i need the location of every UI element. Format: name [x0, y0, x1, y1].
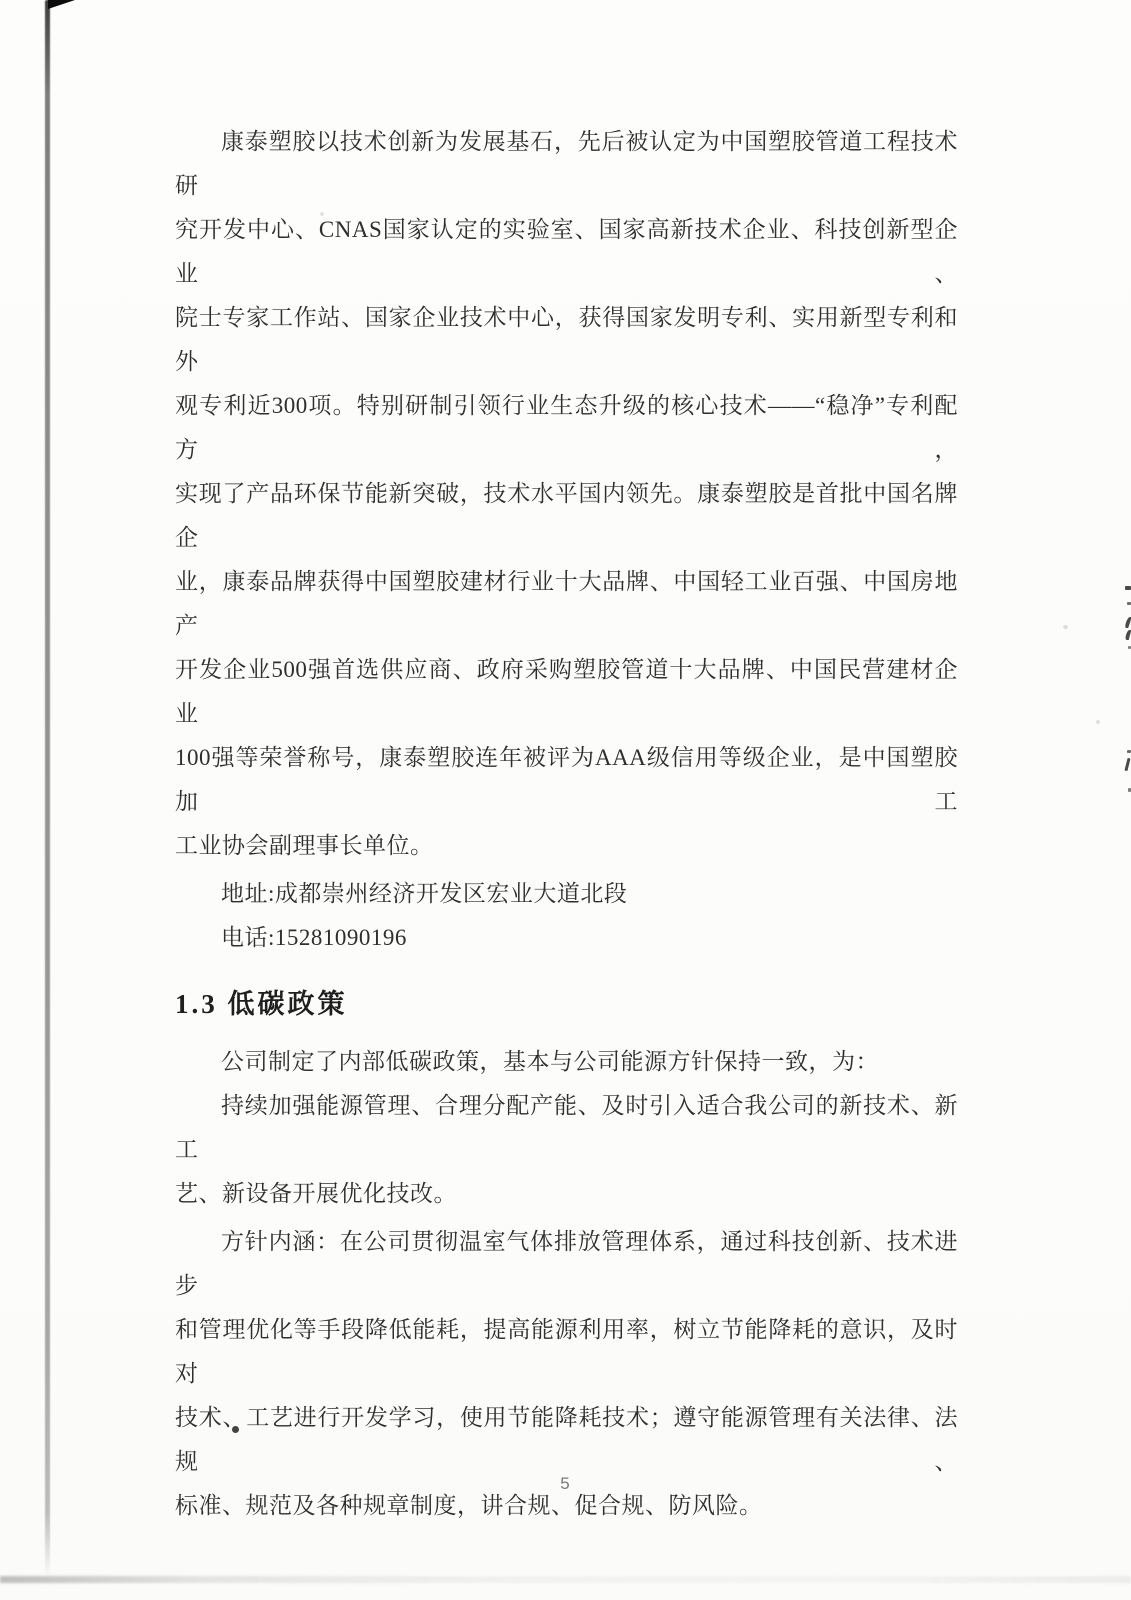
- phone-line: 电话:15281090196: [221, 925, 407, 950]
- text-line: 和管理优化等手段降低能耗，提高能源利用率，树立节能降耗的意识，及时对: [175, 1317, 958, 1386]
- section-heading: 1.3 低碳政策: [175, 989, 348, 1019]
- scan-edge-mark: [1124, 617, 1131, 628]
- scan-bottom-shadow: [0, 1576, 1131, 1583]
- text-line: 观专利近300项。特别研制引领行业生态升级的核心技术——“稳净”专利配方，: [175, 393, 958, 462]
- policy-intro-paragraph: [175, 1040, 958, 1084]
- page-number: 5: [560, 1474, 571, 1493]
- scan-edge-mark: [1127, 602, 1131, 605]
- text-line: 持续加强能源管理、合理分配产能、及时引入适合我公司的新技术、新工: [175, 1093, 958, 1162]
- text-line: 方针内涵：在公司贯彻温室气体排放管理体系，通过科技创新、技术进步: [175, 1229, 958, 1298]
- text-line: 技术、工艺进行开发学习，使用节能降耗技术；遵守能源管理有关法律、法规、: [175, 1405, 958, 1474]
- contact-block: [175, 872, 958, 960]
- text-line: 工业协会副理事长单位。: [175, 833, 434, 858]
- text-line: 康泰塑胶以技术创新为发展基石，先后被认定为中国塑胶管道工程技术研: [175, 129, 958, 198]
- scan-corner-mark: [48, 0, 75, 9]
- scan-speck: [1063, 625, 1068, 629]
- text-line: 标准、规范及各种规章制度，讲合规、促合规、防风险。: [175, 1493, 763, 1518]
- scan-left-edge-line: [45, 0, 50, 1576]
- scan-speck: [1096, 720, 1100, 724]
- text-line: 实现了产品环保节能新突破，技术水平国内领先。康泰塑胶是首批中国名牌企: [175, 481, 958, 550]
- text-line: 开发企业500强首选供应商、政府采购塑胶管道十大品牌、中国民营建材企业: [175, 657, 958, 726]
- scan-edge-mark: [1125, 586, 1131, 590]
- address-line: 地址:成都崇州经济开发区宏业大道北段: [221, 881, 628, 906]
- text-line: 公司制定了内部低碳政策，基本与公司能源方针保持一致，为：: [221, 1049, 879, 1074]
- text-line: 100强等荣誉称号，康泰塑胶连年被评为AAA级信用等级企业，是中国塑胶加工: [175, 745, 958, 814]
- scan-edge-mark: [1125, 630, 1131, 640]
- document-content: [175, 120, 958, 1528]
- text-line: 业，康泰品牌获得中国塑胶建材行业十大品牌、中国轻工业百强、中国房地产: [175, 569, 958, 638]
- text-line: 艺、新设备开展优化技改。: [175, 1181, 457, 1206]
- policy-measures-paragraph: [175, 1084, 958, 1216]
- company-intro-paragraph: [175, 120, 958, 868]
- text-line: 究开发中心、CNAS国家认定的实验室、国家高新技术企业、科技创新型企业、: [175, 217, 958, 286]
- scan-edge-mark: [1127, 750, 1131, 753]
- scan-edge-mark: [1124, 758, 1130, 771]
- text-line: 院士专家工作站、国家企业技术中心，获得国家发明专利、实用新型专利和外: [175, 305, 958, 374]
